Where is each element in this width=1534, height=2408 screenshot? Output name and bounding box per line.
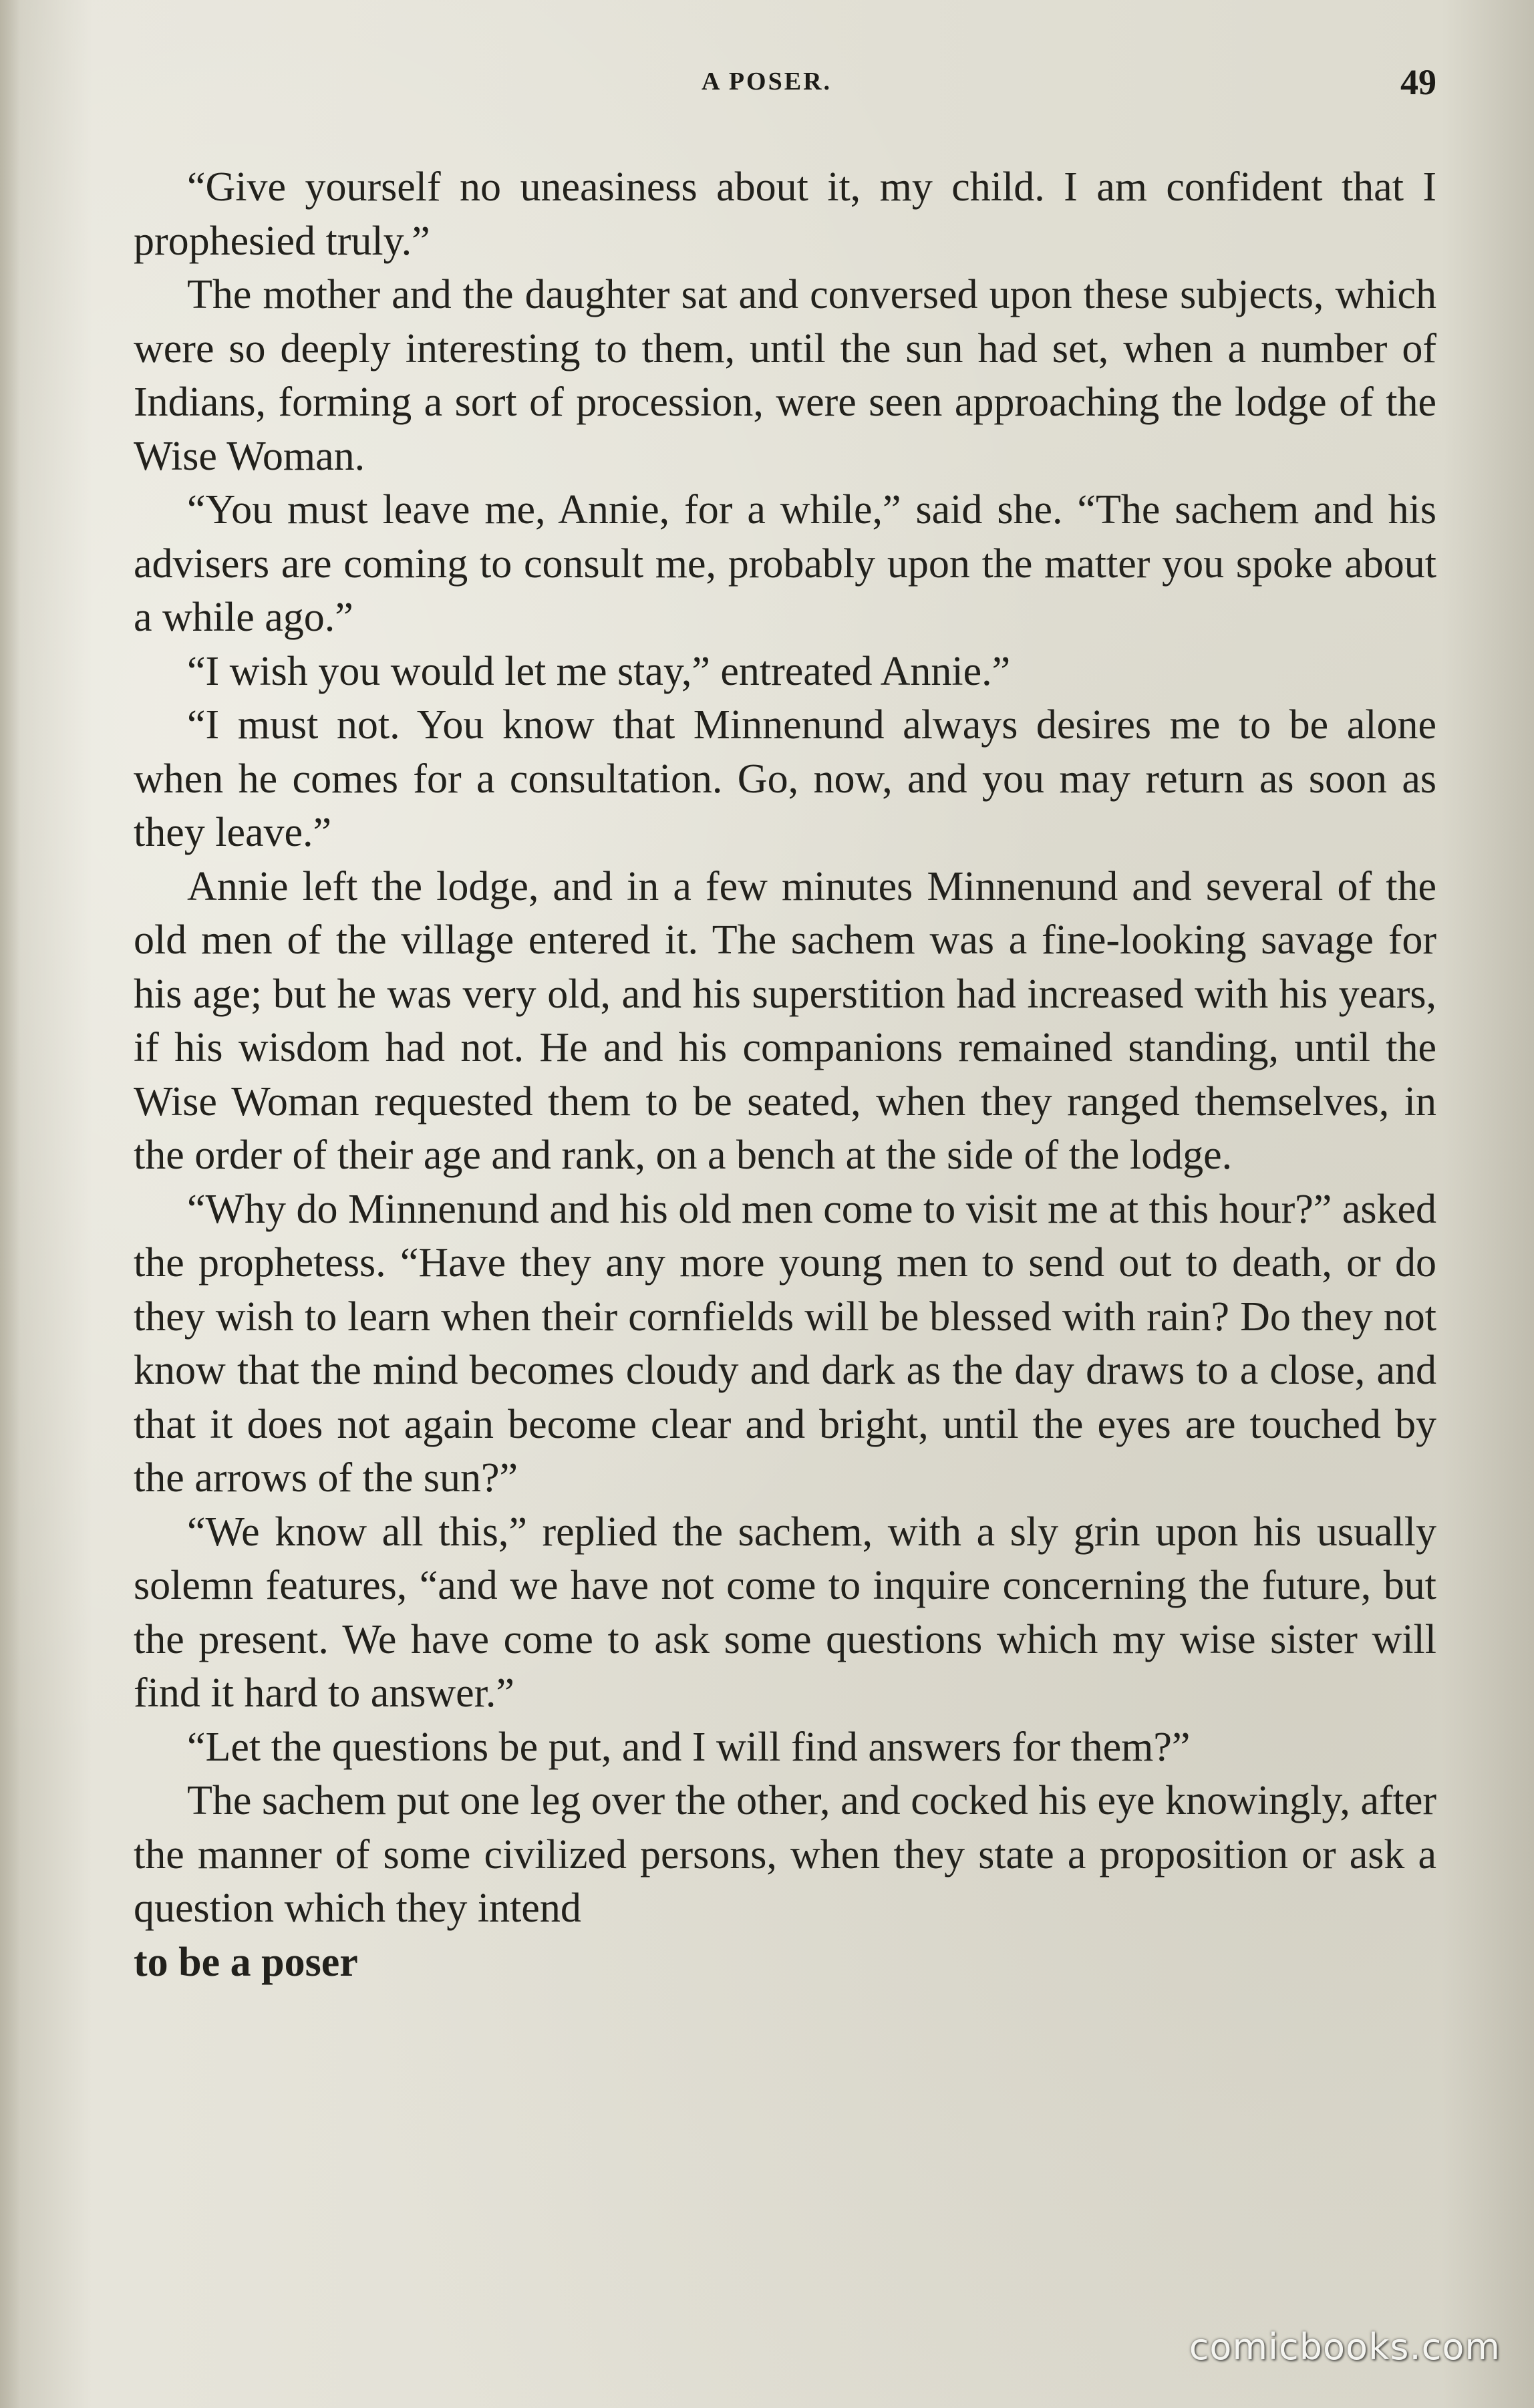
paragraph: “Why do Minnenund and his old men come to visit me at this hour?” asked the prophetess. “Have they any more young men to send out to death, or do they wish to learn when their cornfields will be blessed with rain? Do they not know that the mind becomes cloudy and dark as the day draws to a close, and that it does not again become clear and bright, until the eyes are touched by the arrows of the sun?” <box>134 1186 1436 1501</box>
paragraph: “I must not. You know that Minnenund always desires me to be alone when he comes for a consultation. Go, now, and you may return as soon as they leave.” <box>134 702 1436 855</box>
running-head: A POSER. <box>702 67 832 96</box>
paragraph: “Let the questions be put, and I will find answers for them?” <box>187 1724 1191 1770</box>
paragraph: Annie left the lodge, and in a few minutes Minnenund and several of the old men of the village entered it. The sachem was a fine-looking savage for his age; but he was very old, and his superstition had increased with his years, if his wisdom had not. He and his companions remained standing, until the Wise Woman requested them to be seated, when they ranged themselves, in the order of their age and rank, on a bench at the side of the lodge. <box>134 863 1436 1178</box>
paragraph: “Give yourself no uneasiness about it, my child. I am confident that I prophesied truly.” <box>134 164 1436 264</box>
paragraph: “I wish you would let me stay,” entreated Annie.” <box>187 648 1011 694</box>
page-header <box>134 61 1436 115</box>
paragraph: “We know all this,” replied the sachem, with a sly grin upon his usually solemn features, “and we have not come to inquire concerning the future, but the present. We have come to ask some questions which my wise sister will find it hard to answer.” <box>134 1509 1436 1716</box>
body-text <box>134 160 1436 1989</box>
page-number: 49 <box>1400 62 1436 102</box>
final-line: to be a poser <box>134 1939 358 1985</box>
paragraph: The sachem put one leg over the other, and cocked his eye knowingly, after the manner of some civilized persons, when they state a proposition or ask a question which they intend <box>134 1778 1436 1931</box>
page-edge-shadow <box>0 0 20 2408</box>
paragraph: The mother and the daughter sat and conversed upon these subjects, which were so deeply interesting to them, until the sun had set, when a number of Indians, forming a sort of procession, were seen approaching the lodge of the Wise Woman. <box>134 272 1436 479</box>
paragraph: “You must leave me, Annie, for a while,” said she. “The sachem and his advisers are coming to consult me, probably upon the matter you spoke about a while ago.” <box>134 487 1436 640</box>
watermark: comicbooks.com <box>1189 2326 1501 2368</box>
